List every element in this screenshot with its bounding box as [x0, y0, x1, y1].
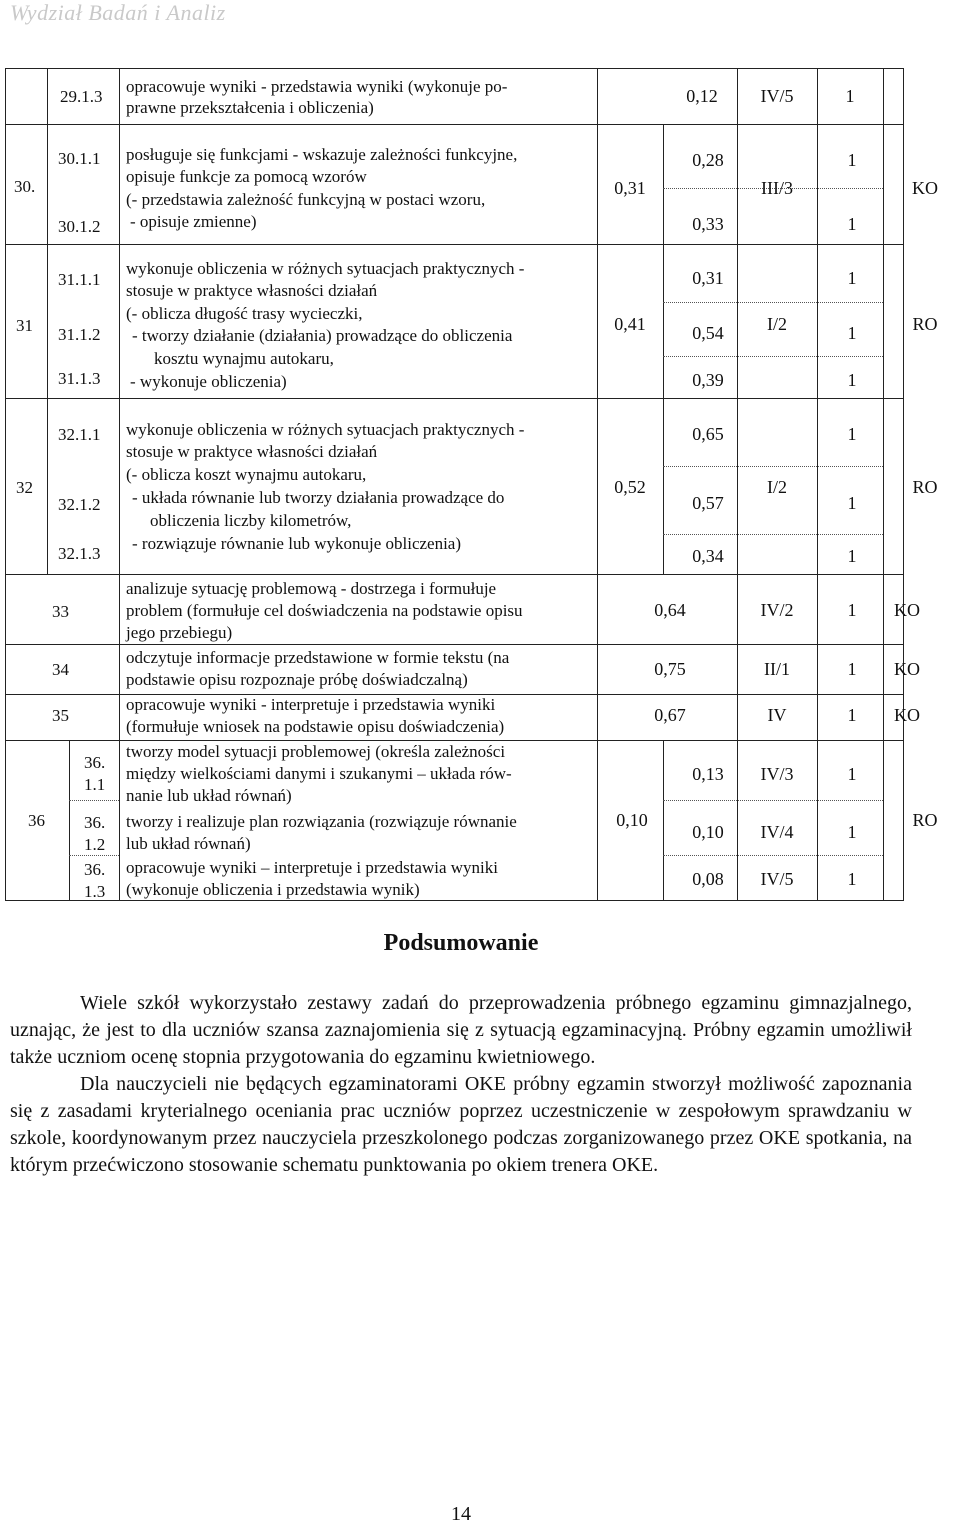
task-description-line: podstawie opisu rozpoznaje próbę doświadczalną) [126, 670, 468, 689]
task-description-line: - układa równanie lub tworzy działania prowadzące do [132, 488, 505, 507]
category-value: I/2 [767, 314, 787, 334]
task-description-line: kosztu wynajmu autokaru, [154, 349, 334, 368]
difficulty-value: 0,13 [692, 764, 724, 784]
difficulty-value: 0,10 [692, 822, 724, 842]
difficulty-value: 0,39 [692, 370, 724, 390]
points-value: 1 [847, 546, 857, 566]
subtask-number: 32.1.2 [58, 495, 101, 514]
task-type: RO [912, 477, 938, 497]
points-value: 1 [847, 424, 857, 444]
subtask-number: 1.2 [84, 835, 106, 854]
difficulty-value: 0,67 [654, 705, 686, 725]
task-description-line: problem (formułuje cel doświadczenia na podstawie opisu [126, 601, 523, 620]
category-value: IV [767, 705, 787, 725]
task-description-line: (- przedstawia zależność funkcyjną w postaci wzoru, [126, 190, 486, 209]
difficulty-value: 0,28 [692, 150, 724, 170]
task-description-line: opracowuje wyniki - interpretuje i przedstawia wyniki [126, 695, 496, 714]
task-description-line: - rozwiązuje równanie lub wykonuje obliczenia) [132, 534, 462, 553]
task-description-line: (formułuje wniosek na podstawie opisu doświadczenia) [126, 717, 505, 736]
subtask-number: 36. [84, 753, 106, 772]
points-value: 1 [847, 822, 857, 842]
difficulty-value: 0,12 [686, 86, 718, 106]
points-value: 1 [847, 493, 857, 513]
task-type: KO [912, 178, 938, 198]
task-number: 33 [52, 602, 69, 621]
task-description-line: tworzy i realizuje plan rozwiązania (rozwiązuje równanie [126, 812, 517, 831]
summary-paragraph: Wiele szkół wykorzystało zestawy zadań do przeprowadzenia próbnego egzaminu gimnazjalnego, uznając, że jest to dla uczniów szansa zaznajomienia się z sytuacją egzaminacyjną. Próbny egzamin umożliwił także uczniom ocenę stopnia przygotowania do egzaminu kwietniowego. [10, 992, 912, 1068]
points-value: 1 [847, 268, 857, 288]
difficulty-value: 0,31 [692, 268, 724, 288]
difficulty-value: 0,64 [654, 600, 686, 620]
task-type: RO [912, 810, 938, 830]
difficulty-value: 0,57 [692, 493, 724, 513]
category-value: I/2 [767, 477, 787, 497]
difficulty-value: 0,33 [692, 214, 724, 234]
task-number: 31 [16, 316, 33, 335]
task-description-line: obliczenia liczby kilometrów, [150, 511, 352, 530]
subtask-number: 29.1.3 [60, 87, 103, 106]
task-description-line: odczytuje informacje przedstawione w formie tekstu (na [126, 648, 510, 667]
task-description-line: (- oblicza długość trasy wycieczki, [126, 304, 363, 323]
summary-title: Podsumowanie [383, 930, 539, 956]
subtask-number: 32.1.1 [58, 425, 101, 444]
total-value: 0,31 [614, 178, 646, 198]
points-value: 1 [847, 370, 857, 390]
task-description-line: opisuje funkcje za pomocą wzorów [126, 167, 367, 186]
subtask-number: 1.3 [84, 882, 106, 901]
task-description-line: wykonuje obliczenia w różnych sytuacjach praktycznych - [126, 259, 525, 278]
points-value: 1 [847, 600, 857, 620]
subtask-number: 32.1.3 [58, 544, 101, 563]
task-description-line: - opisuje zmienne) [130, 212, 257, 231]
task-description-line: analizuje sytuację problemową - dostrzega i formułuje [126, 579, 497, 598]
difficulty-value: 0,08 [692, 869, 724, 889]
task-number: 30. [14, 177, 36, 196]
points-value: 1 [845, 86, 855, 106]
points-value: 1 [847, 764, 857, 784]
page-number: 14 [451, 1503, 471, 1525]
category-value: IV/3 [760, 764, 794, 784]
points-value: 1 [847, 705, 857, 725]
header-brand: Wydział Badań i Analiz [10, 0, 226, 25]
task-description-line: wykonuje obliczenia w różnych sytuacjach praktycznych - [126, 420, 525, 439]
points-value: 1 [847, 323, 857, 343]
subtask-number: 36. [84, 813, 106, 832]
task-number: 32 [16, 478, 33, 497]
task-description-line: - tworzy działanie (działania) prowadzące do obliczenia [132, 326, 513, 345]
task-description-line: - wykonuje obliczenia) [130, 372, 287, 391]
points-value: 1 [847, 659, 857, 679]
points-value: 1 [847, 214, 857, 234]
subtask-number: 31.1.2 [58, 325, 101, 344]
task-number: 36 [28, 811, 45, 830]
difficulty-value: 0,54 [692, 323, 724, 343]
task-description-line: prawne przekształcenia i obliczenia) [126, 98, 374, 117]
task-type: KO [894, 705, 920, 725]
task-description-line: opracowuje wyniki – interpretuje i przedstawia wyniki [126, 858, 498, 877]
category-value: III/3 [761, 178, 793, 198]
subtask-number: 31.1.3 [58, 369, 101, 388]
category-value: II/1 [764, 659, 790, 679]
difficulty-value: 0,34 [692, 546, 724, 566]
category-value: IV/5 [760, 86, 794, 106]
category-value: IV/5 [760, 869, 794, 889]
points-value: 1 [847, 869, 857, 889]
task-description-line: (- oblicza koszt wynajmu autokaru, [126, 465, 367, 484]
task-description-line: opracowuje wyniki - przedstawia wyniki (wykonuje po- [126, 77, 508, 96]
difficulty-value: 0,75 [654, 659, 686, 679]
task-description-line: tworzy model sytuacji problemowej (określa zależności [126, 742, 506, 761]
total-value: 0,52 [614, 477, 646, 497]
task-description-line: jego przebiegu) [126, 623, 233, 642]
subtask-number: 30.1.2 [58, 217, 101, 236]
task-description-line: stosuje w praktyce własności działań [126, 281, 378, 300]
task-type: KO [894, 659, 920, 679]
subtask-number: 31.1.1 [58, 270, 101, 289]
difficulty-value: 0,65 [692, 424, 724, 444]
subtask-number: 1.1 [84, 775, 106, 794]
total-value: 0,41 [614, 314, 646, 334]
summary-paragraph: Dla nauczycieli nie będących egzaminatorami OKE próbny egzamin stworzył możliwość zapoznania się z zasadami kryterialnego oceniania prac uczniów poprzez uczestniczenie w zespołowym sprawdzaniu w szkole, koordynowanym przez nauczyciela przeszkolonego podczas zorganizowanego przez OKE spotkania, na którym przećwiczono stosowanie schematu punktowania po okiem trenera OKE. [10, 1073, 912, 1176]
total-value: 0,10 [616, 810, 648, 830]
category-value: IV/2 [760, 600, 794, 620]
task-description-line: między wielkościami danymi i szukanymi – układa rów- [126, 764, 512, 783]
task-description-line: (wykonuje obliczenia i przedstawia wynik) [126, 880, 420, 899]
summary-body [10, 990, 912, 1179]
task-description-line: nanie lub układ równań) [126, 786, 292, 805]
task-type: KO [894, 600, 920, 620]
task-description-line: stosuje w praktyce własności działań [126, 442, 378, 461]
task-description-line: posługuje się funkcjami - wskazuje zależności funkcyjne, [126, 145, 518, 164]
task-type: RO [912, 314, 938, 334]
task-description-line: lub układ równań) [126, 834, 251, 853]
points-value: 1 [847, 150, 857, 170]
category-value: IV/4 [760, 822, 794, 842]
task-number: 34 [52, 660, 69, 679]
subtask-number: 36. [84, 860, 106, 879]
task-number: 35 [52, 706, 69, 725]
subtask-number: 30.1.1 [58, 149, 101, 168]
